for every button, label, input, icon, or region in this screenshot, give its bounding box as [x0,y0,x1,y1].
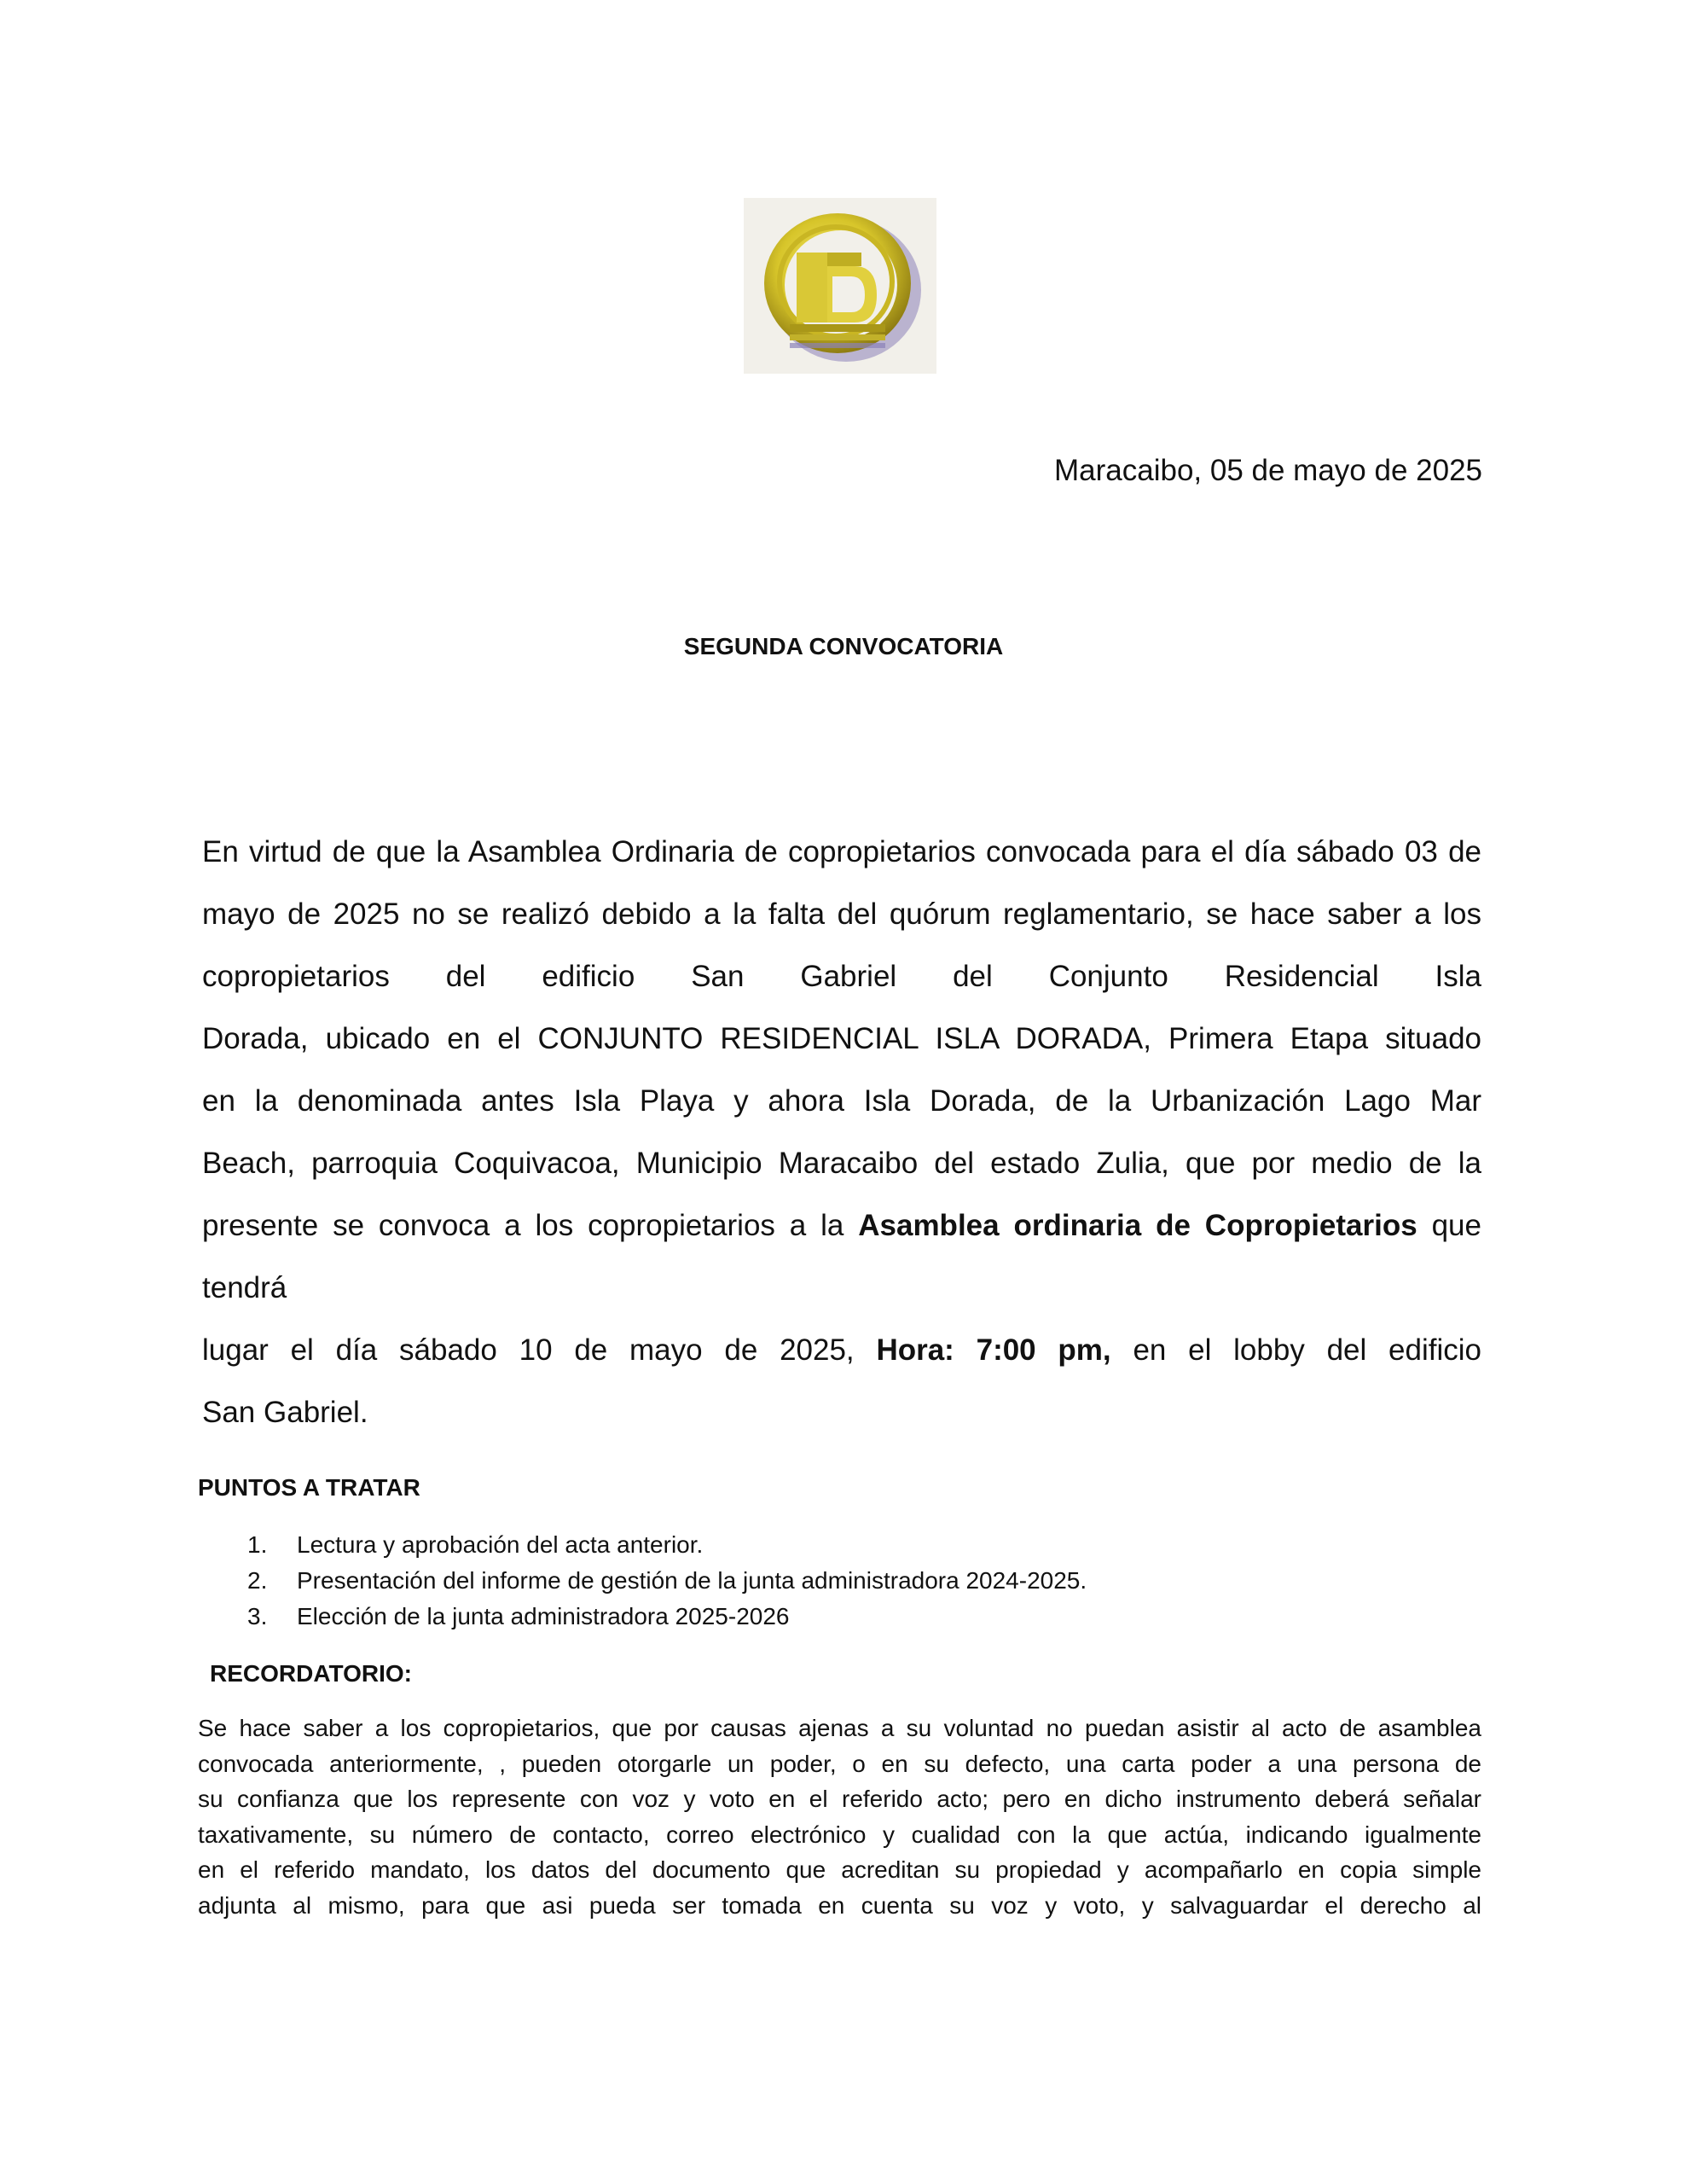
agenda-item-number: 3. [247,1603,268,1629]
paragraph-line [202,1194,1481,1257]
line-text: que [1431,1209,1481,1242]
document-date: Maracaibo, 05 de mayo de 2025 [1054,454,1482,487]
reminder-line: Se hace saber a los copropietarios, que por causas ajenas a su voluntad no puedan asistir al acto de asamblea [198,1715,1481,1741]
paragraph-line: Dorada, ubicado en el CONJUNTO RESIDENCIAL ISLA DORADA, Primera Etapa situado [202,1022,1481,1055]
word: Isla [1435,960,1481,993]
reminder-line: taxativamente, su número de contacto, correo electrónico y cualidad con la que actúa, indicando igualmente [198,1821,1481,1848]
word: Gabriel [800,960,897,993]
reminder-line: convocada anteriormente, , pueden otorgarle un poder, o en su defecto, una carta poder a una persona de [198,1750,1481,1777]
word: Residencial [1224,960,1379,993]
paragraph-line: San Gabriel. [202,1396,368,1429]
main-paragraph [202,821,1481,1443]
word: del [445,960,486,993]
reminder-line: en el referido mandato, los datos del documento que acreditan su propiedad y acompañarlo en copia simple [198,1856,1481,1883]
reminder-line: su confianza que los represente con voz y voto en el referido acto; pero en dicho instrumento deberá señalar [198,1786,1481,1812]
agenda-item-number: 2. [247,1567,268,1594]
assembly-emphasis: Asamblea ordinaria de Copropietarios [858,1209,1417,1242]
reminder-line: adjunta al mismo, para que asi pueda ser tomada en cuenta su voz y voto, y salvaguardar el derecho al [198,1891,1481,1919]
word: del [953,960,993,993]
agenda-item-text: Elección de la junta administradora 2025-2026 [297,1603,790,1629]
line-text: presente se convoca a los copropietarios a la [202,1209,844,1242]
word: edificio [542,960,635,993]
agenda-item [247,1563,1087,1599]
building-emblem-logo [744,198,936,374]
line-text: en el lobby del edificio [1133,1333,1482,1367]
word: San [691,960,745,993]
reminder-paragraph [198,1711,1481,1923]
paragraph-line [202,945,1481,1008]
word: copropietarios [202,960,390,993]
agenda-title: PUNTOS A TRATAR [198,1474,420,1501]
paragraph-line: mayo de 2025 no se realizó debido a la falta del quórum reglamentario, se hace saber a los [202,897,1481,931]
paragraph-line: En virtud de que la Asamblea Ordinaria de copropietarios convocada para el día sábado 03 de [202,835,1481,868]
time-emphasis: Hora: 7:00 pm, [876,1333,1111,1367]
paragraph-line: en la denominada antes Isla Playa y ahora Isla Dorada, de la Urbanización Lago Mar [202,1084,1481,1118]
agenda-item [247,1599,1087,1635]
paragraph-line: tendrá [202,1271,287,1304]
agenda-list [247,1527,1087,1635]
agenda-item [247,1527,1087,1563]
line-text: lugar el día sábado 10 de mayo de 2025, [202,1333,855,1367]
paragraph-line [202,1319,1481,1381]
document-heading: SEGUNDA CONVOCATORIA [683,633,1004,659]
agenda-item-text: Presentación del informe de gestión de la junta administradora 2024-2025. [297,1567,1087,1594]
reminder-title: RECORDATORIO: [210,1660,412,1687]
paragraph-line: Beach, parroquia Coquivacoa, Municipio Maracaibo del estado Zulia, que por medio de la [202,1147,1481,1180]
agenda-item-number: 1. [247,1531,268,1558]
agenda-item-text: Lectura y aprobación del acta anterior. [297,1531,704,1558]
word: Conjunto [1048,960,1168,993]
